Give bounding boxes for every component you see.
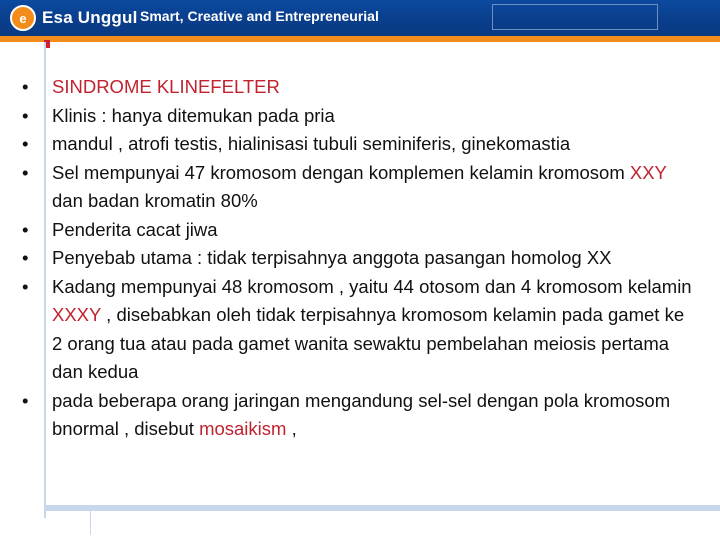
header-accent-bar (0, 36, 720, 42)
bullet-text: Klinis : hanya ditemukan pada pria (52, 104, 335, 126)
bullet-item (22, 102, 692, 131)
bullet-text: Penyebab utama : tidak terpisahnya anggota pasangan homolog XX (52, 247, 612, 268)
bullet-item (22, 216, 692, 245)
bullet-text: Kadang mempunyai 48 kromosom , yaitu 44 otosom dan 4 kromosom kelamin (52, 275, 692, 297)
bullet-text: dan badan kromatin 80% (52, 190, 258, 211)
bullet-text: mandul , atrofi testis, hialinisasi tubuli seminiferis, ginekomastia (52, 133, 571, 154)
slide-content (22, 73, 692, 444)
logo (10, 4, 138, 32)
bullet-item (22, 159, 692, 216)
bullet-text: Penderita cacat jiwa (52, 218, 218, 240)
decor-bottom-tick (90, 505, 91, 535)
bullet-text: pada beberapa orang jaringan mengandung sel-sel dengan pola kromosom bnormal , disebut (52, 389, 671, 439)
bullet-item (22, 387, 692, 444)
highlight-text: mosaikism (199, 418, 287, 439)
bullet-icon: • (22, 218, 29, 240)
bullet-text: Sel mempunyai 47 kromosom dengan komplemen kelamin kromosom (52, 161, 630, 183)
bullet-item (22, 130, 692, 159)
logo-mark-icon: e (10, 5, 36, 31)
header-bar (0, 0, 720, 36)
bullet-icon: • (22, 133, 29, 154)
bullet-icon: • (22, 104, 29, 126)
bullet-icon: • (22, 275, 29, 297)
bullet-icon: • (22, 247, 29, 268)
bullet-text: , disebabkan oleh tidak terpisahnya kromosom kelamin pada gamet ke 2 orang tua atau pada gamet wanita sewaktu pembelahan meiosis pertama dan kedua (52, 304, 685, 382)
logo-text: Esa Unggul (42, 8, 138, 27)
bullet-icon: • (22, 76, 29, 97)
bullet-text: , (286, 418, 297, 439)
bullet-item (22, 73, 692, 102)
header-decor-box (492, 4, 658, 30)
highlight-text: XXXY (52, 304, 102, 325)
tagline: Smart, Creative and Entrepreneurial (140, 8, 379, 24)
bullet-icon: • (22, 389, 29, 411)
decor-bottom-line (44, 505, 720, 511)
slide-title: SINDROME KLINEFELTER (52, 76, 280, 97)
bullet-item (22, 244, 692, 273)
bullet-icon: • (22, 161, 29, 183)
highlight-text: XXY (629, 161, 667, 183)
bullet-item (22, 273, 692, 387)
